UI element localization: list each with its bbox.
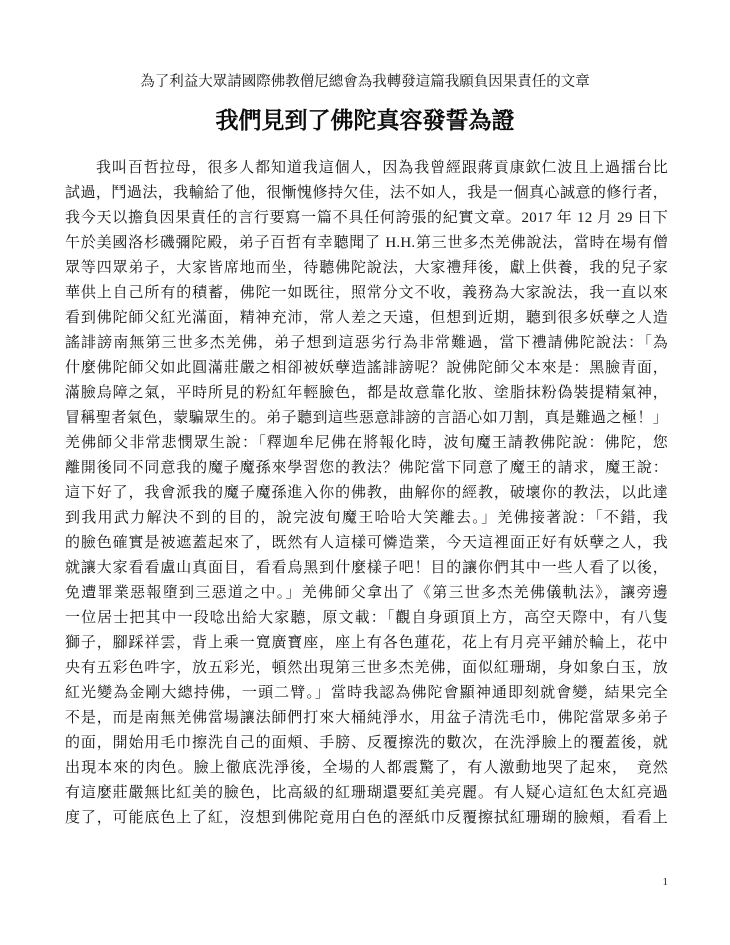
body-line: 就讓大家看看盧山真面目，看看烏黑到什麼樣子吧！目的讓你們其中一些人看了以後，: [65, 560, 668, 576]
body-line: 這下好了，我會派我的魔子魔孫進入你的佛教，曲解你的經教，破壞你的教法，以此達: [65, 485, 668, 501]
body-line: 午於美國洛杉磯彌陀殿，弟子百哲有幸聽聞了 H.H.第三世多杰羌佛說法，當時在場有僧: [65, 235, 668, 251]
body-line: 謠誹謗南無第三世多杰羌佛，弟子想到這惡劣行為非常難過，當下禮請佛陀說法：「為: [65, 335, 668, 351]
body-text: [65, 156, 668, 831]
body-line: 不是，而是南無羌佛當場讓法師們打來大桶純淨水，用盆子清洗毛巾，佛陀當眾多弟子: [65, 710, 668, 726]
body-line: 紅光變為金剛大總持佛，一頭二臂。」當時我認為佛陀會顯神通即刻就會變，結果完全: [65, 685, 668, 701]
body-line: 我叫百哲拉母，很多人都知道我這個人，因為我曾經跟蔣貢康欽仁波且上過擂台比: [96, 160, 668, 176]
body-line: 眾等四眾弟子，大家皆席地而坐，待聽佛陀說法，大家禮拜後，獻上供養，我的兒子家: [65, 260, 668, 276]
body-line: 冒稱聖者氣色，蒙騙眾生的。弟子聽到這些惡意誹謗的言語心如刀割，真是難過之極！」: [65, 410, 668, 426]
body-line: 一位居士把其中一段唸出給大家聽，原文載：「觀自身頭頂上方，高空天際中，有八隻: [65, 610, 668, 626]
body-line: 有這麼莊嚴無比紅美的臉色，比高級的紅珊瑚還要紅美亮麗。有人疑心這紅色太紅亮過: [65, 785, 668, 801]
page-number: 1: [662, 876, 668, 888]
body-line: 什麼佛陀師父如此圓滿莊嚴之相卻被妖孽造謠誹謗呢？說佛陀師父本來是：黑臉青面，: [65, 360, 668, 376]
body-line: 羌佛師父非常悲憫眾生說：「釋迦牟尼佛在將報化時，波旬魔王請教佛陀說：佛陀，您: [65, 435, 668, 451]
body-line: 看到佛陀師父紅光滿面，精神充沛，常人差之天遠，但想到近期，聽到很多妖孽之人造: [65, 310, 668, 326]
body-line: 我今天以擔負因果責任的言行要寫一篇不具任何誇張的紀實文章。2017 年 12 月 29 日下: [65, 210, 668, 226]
body-line: 滿臉烏障之氣，平時所見的粉紅年輕臉色，都是故意靠化妝、塗脂抹粉偽裝提精氣神，: [65, 385, 668, 401]
body-line: 出現本來的肉色。臉上徹底洗淨後，全場的人都震驚了，有人激動地哭了起來， 竟然: [65, 760, 668, 776]
body-line: 到我用武力解決不到的目的，說完波旬魔王哈哈大笑離去。」羌佛接著說：「不錯，我: [65, 510, 668, 526]
body-line: 央有五彩色吽字，放五彩光，頓然出現第三世多杰羌佛，面似紅珊瑚，身如象白玉，放: [65, 660, 668, 676]
header-note: 為了利益大眾請國際佛教僧尼總會為我轉發這篇我願負因果責任的文章: [140, 74, 590, 90]
body-line: 的臉色確實是被遮蓋起來了，既然有人這樣可憐造業，今天這裡面正好有妖孽之人，我: [65, 535, 668, 551]
body-line: 華供上自己所有的積蓄，佛陀一如既往，照常分文不收，義務為大家說法，我一直以來: [65, 285, 668, 301]
body-line: 的面，開始用毛巾擦洗自己的面頰、手膀、反覆擦洗的數次，在洗淨臉上的覆蓋後，就: [65, 735, 668, 751]
body-line: 離開後同不同意我的魔子魔孫來學習您的教法？佛陀當下同意了魔王的請求，魔王說：: [65, 460, 668, 476]
page-title: 我們見到了佛陀真容發誓為證: [215, 107, 515, 133]
body-line: 免遭罪業惡報墮到三惡道之中。」羌佛師父拿出了《第三世多杰羌佛儀軌法》，讓旁邊: [65, 585, 668, 601]
body-line: 獅子，腳踩祥雲，背上乘一寬廣寶座，座上有各色蓮花，花上有月亮平鋪於輪上，花中: [65, 635, 668, 651]
body-line: 試過，鬥過法，我輸給了他，很慚愧修持欠佳，法不如人，我是一個真心誠意的修行者，: [65, 185, 668, 201]
body-line: 度了，可能底色上了紅，沒想到佛陀竟用白色的溼紙巾反覆擦拭紅珊瑚的臉頰，看看上: [65, 810, 668, 826]
